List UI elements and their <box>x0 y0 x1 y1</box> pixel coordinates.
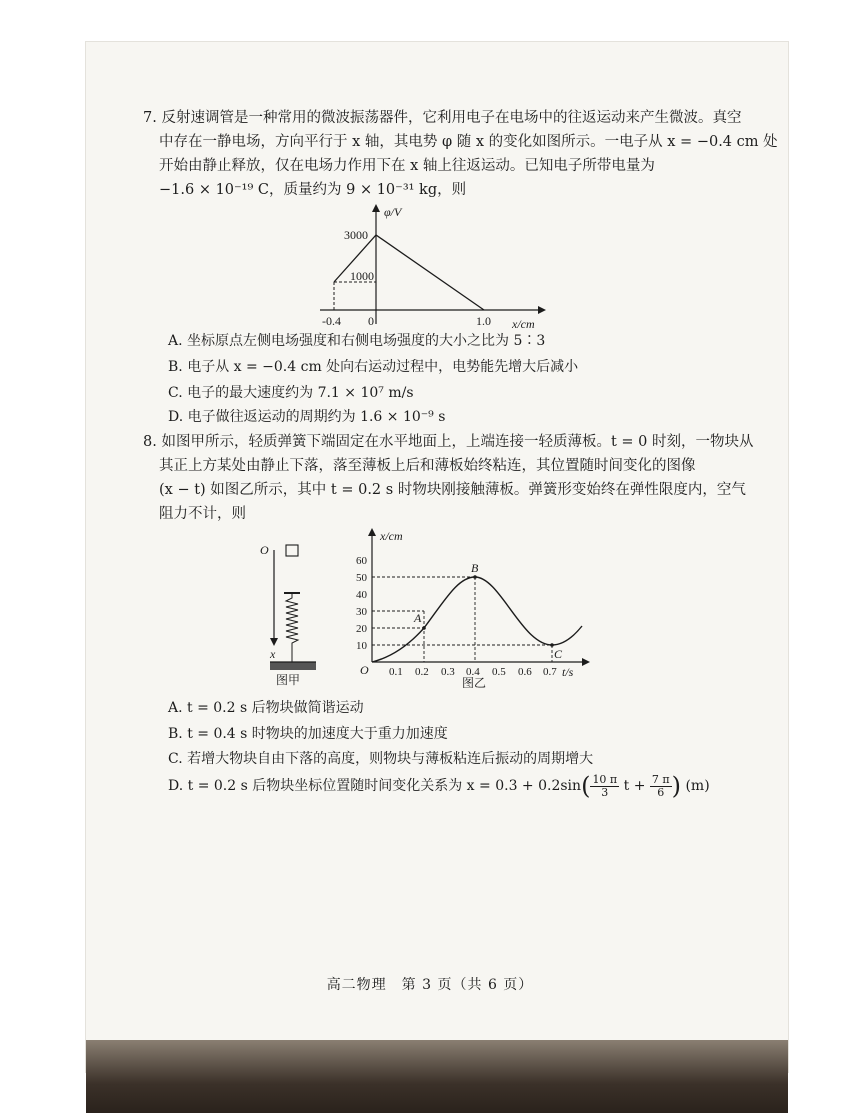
q7-option-a: A. 坐标原点左侧电场强度和右侧电场强度的大小之比为 5∶3 <box>168 333 546 349</box>
fig-b-y-tick-40: 40 <box>356 589 367 601</box>
q8-option-d-mid: t + <box>623 778 646 794</box>
fig-b-origin-label: O <box>360 663 369 677</box>
q8-option-b: B. t = 0.4 s 时物块的加速度大于重力加速度 <box>168 726 448 742</box>
scan-shadow <box>86 1040 788 1113</box>
frac-1-num: 10 π <box>592 772 618 786</box>
fig-b-point-b: B <box>471 561 479 575</box>
q8-option-d-prefix: D. t = 0.2 s 后物块坐标位置随时间变化关系为 x = 0.3 + 0.2sin <box>168 778 582 794</box>
q7-line-3: 开始由静止释放，仅在电场力作用下在 x 轴上往返运动。已知电子所带电量为 <box>159 158 655 174</box>
fig-b-y-tick-50: 50 <box>356 572 367 584</box>
frac-1-den: 3 <box>601 785 609 799</box>
q7-y-tick-1000: 1000 <box>350 269 374 283</box>
q8-fig-xt-graph <box>350 528 590 688</box>
q7-y-tick-3000: 3000 <box>344 228 368 242</box>
q7-line-4: −1.6 × 10⁻¹⁹ C，质量约为 9 × 10⁻³¹ kg，则 <box>159 182 467 198</box>
q8-line-3: (x − t) 如图乙所示，其中 t = 0.2 s 时物块刚接触薄板。弹簧形变始终在弹性限度内，空气 <box>159 482 746 498</box>
fig-a-caption: 图甲 <box>276 673 301 686</box>
fig-a-spring <box>286 593 298 662</box>
fig-b-x-tick-02: 0.2 <box>415 666 429 678</box>
fig-a-ground <box>270 662 316 670</box>
fig-b-point-a: A <box>414 611 422 625</box>
fig-a-axis-label: x <box>270 647 276 661</box>
fig-a-axis-arrow <box>270 638 278 646</box>
fig-b-xt-curve <box>372 577 582 662</box>
question-7 <box>143 106 778 202</box>
fig-b-x-tick-06: 0.6 <box>518 666 532 678</box>
q8-option-a: A. t = 0.2 s 后物块做简谐运动 <box>168 700 364 716</box>
fig-b-x-axis-label: t/s <box>562 665 574 679</box>
q8-option-c: C. 若增大物块自由下落的高度，则物块与薄板粘连后振动的周期增大 <box>168 751 594 767</box>
frac-2-den: 6 <box>657 785 665 799</box>
q8-line-2: 其正上方某处由静止下落，落至薄板上后和薄板始终粘连，其位置随时间变化的图像 <box>159 458 696 474</box>
fig-a-block <box>286 545 298 556</box>
fig-b-y-axis-label: x/cm <box>380 529 403 543</box>
q7-option-d: D. 电子做往返运动的周期约为 1.6 × 10⁻⁹ s <box>168 409 446 425</box>
q8-option-d: D. t = 0.2 s 后物块坐标位置随时间变化关系为 x = 0.3 + 0.2sin( $\frac{10 \pi}{3}$ t + $\frac{7 \pi}{6}$ ) (m) <box>168 772 710 800</box>
frac-2-num: 7 π <box>651 772 670 786</box>
q8-option-d-unit: (m) <box>685 778 710 794</box>
page-footer: 高二物理 第 3 页（共 6 页） <box>326 977 534 993</box>
fig-b-caption: 图乙 <box>462 676 487 688</box>
q7-potential-graph <box>316 202 546 332</box>
q8-line-4: 阻力不计，则 <box>159 506 246 522</box>
q7-option-c: C. 电子的最大速度约为 7.1 × 10⁷ m/s <box>168 385 414 401</box>
q7-x-tick-1: 1.0 <box>476 314 491 328</box>
q7-x-tick-0: 0 <box>368 314 374 328</box>
q8-fig-spring <box>256 536 326 686</box>
fig-b-point-c: C <box>554 647 563 661</box>
fig-b-y-tick-10: 10 <box>356 640 367 652</box>
fig-a-origin-label: O <box>260 543 269 557</box>
fig-b-y-tick-30: 30 <box>356 606 367 618</box>
fig-b-y-tick-20: 20 <box>356 623 367 635</box>
q8-option-d-frac-1 <box>590 774 619 799</box>
q8-option-d-frac-2 <box>650 774 672 799</box>
q7-x-tick-neg04: -0.4 <box>322 314 341 328</box>
fig-b-x-tick-01: 0.1 <box>389 666 403 678</box>
fig-b-y-tick-60: 60 <box>356 555 367 567</box>
q7-line-2: 中存在一静电场，方向平行于 x 轴，其电势 φ 随 x 的变化如图所示。一电子从 x = −0.4 cm 处 <box>159 134 778 150</box>
q7-x-axis-label: x/cm <box>512 317 535 331</box>
fig-b-x-tick-07: 0.7 <box>543 666 557 678</box>
question-8 <box>143 430 753 526</box>
fig-b-x-tick-04: 0.4 <box>466 666 480 678</box>
fig-b-x-tick-03: 0.3 <box>441 666 455 678</box>
q7-option-b: B. 电子从 x = −0.4 cm 处向右运动过程中，电势能先增大后减小 <box>168 359 579 375</box>
q7-line-1: 7. 反射速调管是一种常用的微波振荡器件，它利用电子在电场中的往返运动来产生微波。真空 <box>143 110 742 126</box>
fig-b-x-tick-05: 0.5 <box>492 666 506 678</box>
q7-y-axis-label: φ/V <box>384 205 402 219</box>
q8-line-1: 8. 如图甲所示，轻质弹簧下端固定在水平地面上，上端连接一轻质薄板。t = 0 时刻，一物块从 <box>143 434 754 450</box>
